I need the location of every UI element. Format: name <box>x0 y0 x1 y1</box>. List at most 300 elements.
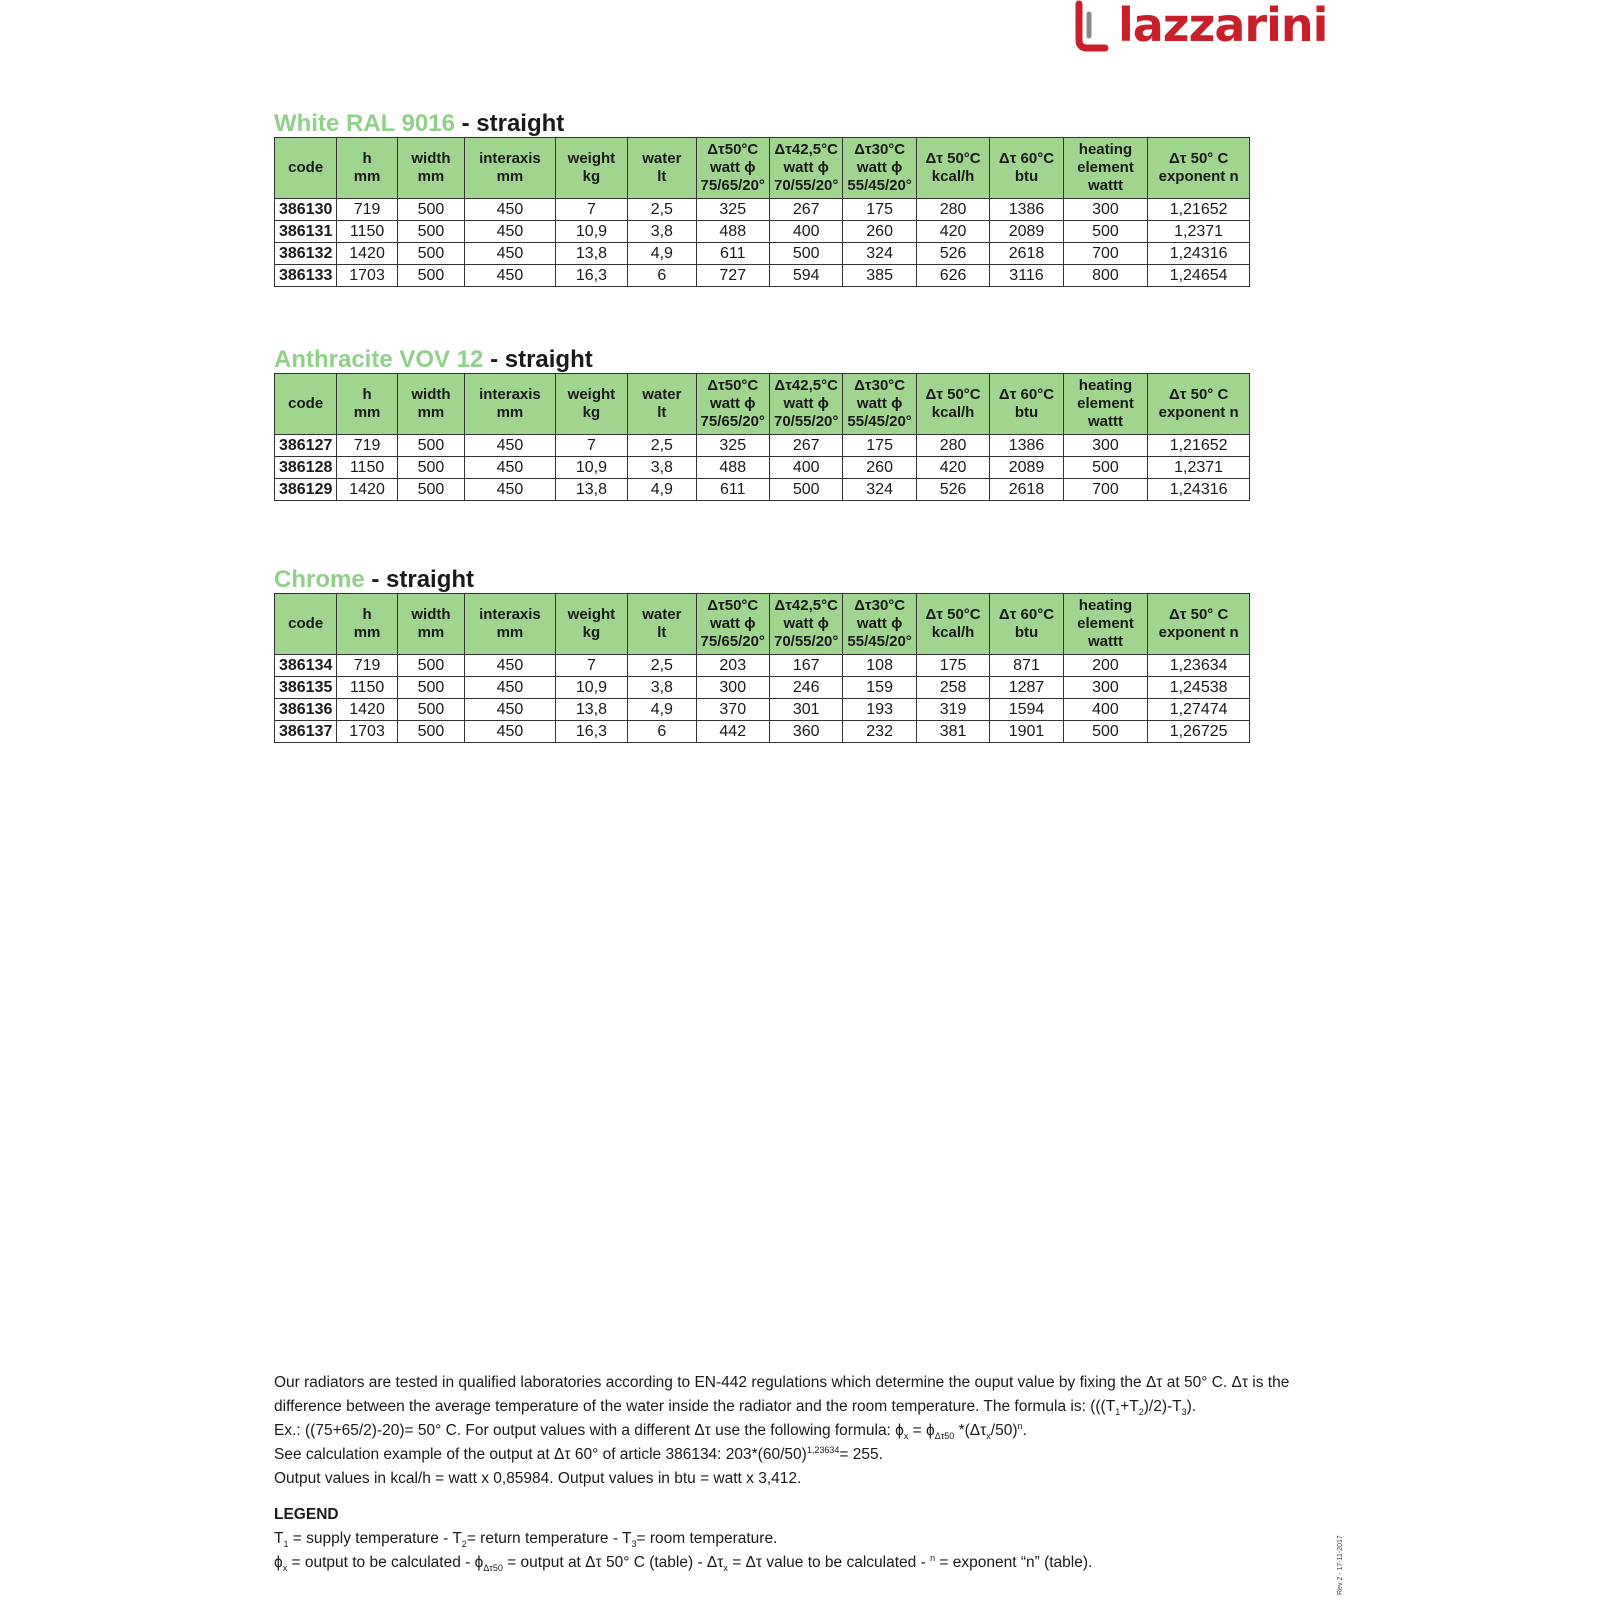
column-header-line: wattt <box>1087 633 1123 650</box>
legend-line: $\phi_x$ = output to be calculated - $\phi_{\Delta\tau 50}$ = output at Δτ 50° C (table) - $\Delta\tau_x = \Delta\tau$ value to be calculated - $^n$ = exponent “n” (table). <box>274 1552 1093 1574</box>
table-cell: 400 <box>769 457 842 479</box>
table-cell: 442 <box>696 721 769 743</box>
column-header <box>397 138 464 199</box>
table-cell: 2618 <box>990 479 1063 501</box>
table-cell: 1420 <box>337 479 397 501</box>
table-row <box>275 655 1250 677</box>
section-suffix: - straight <box>454 110 565 137</box>
table-cell: 500 <box>1063 221 1148 243</box>
column-header <box>916 594 989 655</box>
column-header <box>696 138 769 199</box>
column-header-line: exponent n <box>1158 168 1239 185</box>
table-cell: 611 <box>696 243 769 265</box>
column-header-line: 70/55/20° <box>773 633 839 650</box>
column-header-line: interaxis <box>479 606 541 623</box>
table-header-row <box>275 138 1250 199</box>
table-cell: 500 <box>1063 457 1148 479</box>
column-header-line: lt <box>657 404 667 421</box>
table-cell: 500 <box>397 457 464 479</box>
column-header <box>337 374 397 435</box>
table-cell: 200 <box>1063 655 1148 677</box>
column-header-line: heating <box>1078 597 1133 614</box>
column-header-line: kcal/h <box>931 168 975 185</box>
column-header-line: mm <box>496 404 524 421</box>
column-header-line: mm <box>353 404 381 421</box>
product-code-cell: 386131 <box>275 221 337 243</box>
table-cell: 420 <box>916 221 989 243</box>
column-header <box>397 374 464 435</box>
table-cell: 6 <box>628 721 696 743</box>
column-header-line: Δτ30°C <box>854 141 906 158</box>
column-header-line: mm <box>496 168 524 185</box>
table-cell: 500 <box>397 677 464 699</box>
table-cell: 500 <box>397 721 464 743</box>
table-cell: 727 <box>696 265 769 287</box>
table-cell: 488 <box>696 221 769 243</box>
column-header-line: watt ϕ <box>856 615 903 632</box>
column-header-line: watt ϕ <box>856 395 903 412</box>
legend-line: $T_1$ = supply temperature - $T_2=$ return temperature - $T_3=$ room temperature. <box>274 1530 778 1550</box>
table-cell: 500 <box>397 435 464 457</box>
column-header-line: kcal/h <box>931 624 975 641</box>
product-code-cell: 386136 <box>275 699 337 721</box>
table-cell: 450 <box>465 699 556 721</box>
table-cell: 626 <box>916 265 989 287</box>
section-anthracite <box>274 347 1250 501</box>
table-cell: 1420 <box>337 699 397 721</box>
table-cell: 450 <box>465 243 556 265</box>
section-white <box>274 111 1250 287</box>
table-cell: 500 <box>397 199 464 221</box>
table-header-row <box>275 594 1250 655</box>
table-cell: 1,24316 <box>1148 243 1250 265</box>
column-header-line: water <box>642 606 682 623</box>
table-cell: 175 <box>916 655 989 677</box>
table-cell: 1386 <box>990 435 1063 457</box>
table-cell: 500 <box>397 655 464 677</box>
column-header-line: watt ϕ <box>710 395 756 412</box>
table-row <box>275 221 1250 243</box>
column-header <box>337 594 397 655</box>
column-header <box>1063 138 1148 199</box>
column-header-line: watt ϕ <box>710 615 756 632</box>
column-header-line: 55/45/20° <box>847 633 912 650</box>
column-header-line: kg <box>582 404 601 421</box>
table-cell: 267 <box>769 435 842 457</box>
table-cell: 800 <box>1063 265 1148 287</box>
column-header <box>990 138 1063 199</box>
table-cell: 2618 <box>990 243 1063 265</box>
table-cell: 1703 <box>337 721 397 743</box>
table-cell: 13,8 <box>555 699 627 721</box>
table-cell: 500 <box>1063 721 1148 743</box>
table-cell: 3116 <box>990 265 1063 287</box>
table-cell: 594 <box>769 265 842 287</box>
note-line: difference between the average temperature of the water inside the radiator and the room temperature. The formula is: $(((T_1+T_2)/2)-T_3)$. <box>274 1398 1197 1418</box>
column-header <box>1063 374 1148 435</box>
column-header-line: watt ϕ <box>710 159 756 176</box>
section-title <box>274 111 1250 137</box>
column-header <box>275 374 337 435</box>
table-cell: 700 <box>1063 479 1148 501</box>
column-header-line: watt ϕ <box>783 395 829 412</box>
column-header-line: Δτ 50° C <box>1168 606 1229 623</box>
column-header <box>628 138 696 199</box>
table-cell: 7 <box>555 435 627 457</box>
table-cell: 300 <box>696 677 769 699</box>
table-cell: 16,3 <box>555 265 627 287</box>
table-row <box>275 457 1250 479</box>
column-header-line: width <box>411 150 451 167</box>
column-header-line: Δτ42,5°C <box>774 377 838 394</box>
table-cell: 232 <box>843 721 916 743</box>
table-cell: 1,26725 <box>1148 721 1250 743</box>
column-header-line: kg <box>582 624 601 641</box>
table-cell: 1,21652 <box>1148 199 1250 221</box>
table-cell: 325 <box>696 199 769 221</box>
column-header-line: btu <box>1014 168 1039 185</box>
table-cell: 280 <box>916 435 989 457</box>
table-row <box>275 479 1250 501</box>
table-cell: 4,9 <box>628 479 696 501</box>
column-header-line: watt ϕ <box>783 159 829 176</box>
column-header-line: exponent n <box>1158 624 1239 641</box>
table-cell: 526 <box>916 243 989 265</box>
table-cell: 488 <box>696 457 769 479</box>
column-header <box>843 594 916 655</box>
table-cell: 1287 <box>990 677 1063 699</box>
product-code-cell: 386128 <box>275 457 337 479</box>
table-cell: 108 <box>843 655 916 677</box>
table-cell: 2,5 <box>628 199 696 221</box>
column-header <box>1148 594 1250 655</box>
column-header-line: weight <box>567 606 616 623</box>
column-header-line: h <box>362 150 372 167</box>
table-cell: 267 <box>769 199 842 221</box>
column-header-line: width <box>411 386 451 403</box>
table-cell: 246 <box>769 677 842 699</box>
table-cell: 1150 <box>337 221 397 243</box>
column-header-line: wattt <box>1087 413 1123 430</box>
table-row <box>275 265 1250 287</box>
column-header-line: Δτ30°C <box>854 377 906 394</box>
table-cell: 10,9 <box>555 677 627 699</box>
column-header <box>990 594 1063 655</box>
column-header <box>555 138 627 199</box>
table-cell: 1,24538 <box>1148 677 1250 699</box>
column-header-line: mm <box>353 624 381 641</box>
column-header <box>465 594 556 655</box>
table-cell: 167 <box>769 655 842 677</box>
column-header-line: Δτ 50° C <box>1168 150 1229 167</box>
brand-logo <box>1075 0 1355 56</box>
column-header-line: 75/65/20° <box>700 177 765 194</box>
column-header-line: width <box>411 606 451 623</box>
table-cell: 203 <box>696 655 769 677</box>
table-cell: 1,27474 <box>1148 699 1250 721</box>
table-cell: 300 <box>1063 677 1148 699</box>
table-cell: 2089 <box>990 457 1063 479</box>
column-header-line: h <box>362 606 372 623</box>
table-cell: 360 <box>769 721 842 743</box>
table-cell: 258 <box>916 677 989 699</box>
column-header <box>275 138 337 199</box>
section-color-name: White RAL 9016 <box>274 110 455 137</box>
table-cell: 385 <box>843 265 916 287</box>
table-cell: 450 <box>465 265 556 287</box>
table-cell: 450 <box>465 457 556 479</box>
table-cell: 719 <box>337 435 397 457</box>
table-cell: 6 <box>628 265 696 287</box>
column-header <box>465 374 556 435</box>
column-header <box>465 138 556 199</box>
table-cell: 500 <box>397 243 464 265</box>
table-cell: 4,9 <box>628 699 696 721</box>
column-header-line: exponent n <box>1158 404 1239 421</box>
product-code-cell: 386129 <box>275 479 337 501</box>
column-header <box>1148 138 1250 199</box>
column-header-line: h <box>362 386 372 403</box>
table-cell: 1386 <box>990 199 1063 221</box>
table-row <box>275 721 1250 743</box>
column-header-line: mm <box>496 624 524 641</box>
column-header-line: Δτ42,5°C <box>774 141 838 158</box>
column-header <box>337 138 397 199</box>
notes-block <box>274 1371 1334 1575</box>
table-cell: 7 <box>555 199 627 221</box>
column-header-line: Δτ50°C <box>707 597 759 614</box>
column-header-line: Δτ 50° C <box>1168 386 1229 403</box>
column-header <box>769 594 842 655</box>
table-cell: 450 <box>465 479 556 501</box>
table-cell: 324 <box>843 243 916 265</box>
note-line: Output values in kcal/h = watt x 0,85984. Output values in btu = watt x 3,412. <box>274 1470 802 1487</box>
table-cell: 16,3 <box>555 721 627 743</box>
product-code-cell: 386137 <box>275 721 337 743</box>
table-cell: 2089 <box>990 221 1063 243</box>
product-code-cell: 386134 <box>275 655 337 677</box>
note-line: Our radiators are tested in qualified laboratories according to EN-442 regulations which determine the ouput value by fixing the Δτ at 50° C. Δτ is the <box>274 1374 1290 1391</box>
column-header <box>769 374 842 435</box>
column-header-line: btu <box>1014 404 1039 421</box>
column-header <box>628 374 696 435</box>
table-cell: 1,24316 <box>1148 479 1250 501</box>
column-header <box>769 138 842 199</box>
column-header-line: Δτ50°C <box>707 377 759 394</box>
table-cell: 3,8 <box>628 677 696 699</box>
table-cell: 2,5 <box>628 655 696 677</box>
table-cell: 260 <box>843 457 916 479</box>
column-header-line: Δτ50°C <box>707 141 759 158</box>
table-cell: 3,8 <box>628 457 696 479</box>
table-cell: 526 <box>916 479 989 501</box>
column-header <box>1063 594 1148 655</box>
column-header-line: Δτ30°C <box>854 597 906 614</box>
column-header-line: btu <box>1014 624 1039 641</box>
table-cell: 1703 <box>337 265 397 287</box>
table-row <box>275 243 1250 265</box>
section-suffix: - straight <box>483 346 593 373</box>
table-cell: 1,2371 <box>1148 221 1250 243</box>
section-color-name: Anthracite VOV 12 <box>274 346 484 373</box>
column-header-line: 70/55/20° <box>773 177 839 194</box>
table-cell: 13,8 <box>555 479 627 501</box>
column-header-line: element <box>1077 159 1134 176</box>
column-header <box>843 374 916 435</box>
table-cell: 300 <box>1063 199 1148 221</box>
legend-title: LEGEND <box>274 1506 339 1523</box>
column-header-line: heating <box>1078 141 1133 158</box>
column-header-line: 75/65/20° <box>700 413 765 430</box>
table-cell: 400 <box>769 221 842 243</box>
section-title <box>274 347 1250 373</box>
table-cell: 381 <box>916 721 989 743</box>
table-cell: 13,8 <box>555 243 627 265</box>
column-header-line: kcal/h <box>931 404 975 421</box>
column-header <box>916 374 989 435</box>
column-header-line: water <box>642 386 682 403</box>
column-header-line: Δτ 60°C <box>998 606 1055 623</box>
table-row <box>275 199 1250 221</box>
column-header-line: watt ϕ <box>783 615 829 632</box>
table-cell: 1,21652 <box>1148 435 1250 457</box>
column-header-line: element <box>1077 395 1134 412</box>
column-header-line: wattt <box>1087 177 1123 194</box>
column-header <box>555 374 627 435</box>
column-header-line: interaxis <box>479 386 541 403</box>
note-line: Ex.: ((75+65/2)-20)= 50° C. For output values with a different Δτ use the following formula: $\phi_x = \phi_{\Delta\tau 50}$ $*(\Delta\tau_x/50)^n$. <box>274 1420 1027 1442</box>
table-cell: 450 <box>465 655 556 677</box>
table-cell: 2,5 <box>628 435 696 457</box>
column-header-line: 75/65/20° <box>700 633 765 650</box>
brand-mark-icon <box>1075 0 1109 52</box>
column-header <box>555 594 627 655</box>
column-header-line: Δτ 60°C <box>998 150 1055 167</box>
table-cell: 175 <box>843 435 916 457</box>
column-header <box>1148 374 1250 435</box>
table-cell: 1594 <box>990 699 1063 721</box>
table-cell: 500 <box>769 243 842 265</box>
product-code-cell: 386130 <box>275 199 337 221</box>
column-header-line: watt ϕ <box>856 159 903 176</box>
column-header-line: 55/45/20° <box>847 413 912 430</box>
column-header-line: code <box>288 615 324 632</box>
column-header <box>696 374 769 435</box>
table-row <box>275 435 1250 457</box>
table-cell: 300 <box>1063 435 1148 457</box>
column-header-line: Δτ 50°C <box>925 386 981 403</box>
table-cell: 280 <box>916 199 989 221</box>
revision-label: Rev 2 - 17-11-2017 <box>1337 1535 1344 1595</box>
spec-table <box>274 593 1250 743</box>
table-cell: 450 <box>465 677 556 699</box>
table-cell: 4,9 <box>628 243 696 265</box>
table-cell: 10,9 <box>555 221 627 243</box>
product-code-cell: 386132 <box>275 243 337 265</box>
table-cell: 1,2371 <box>1148 457 1250 479</box>
product-code-cell: 386135 <box>275 677 337 699</box>
table-cell: 175 <box>843 199 916 221</box>
column-header <box>628 594 696 655</box>
table-cell: 10,9 <box>555 457 627 479</box>
table-cell: 500 <box>397 699 464 721</box>
table-cell: 1,23634 <box>1148 655 1250 677</box>
table-cell: 1,24654 <box>1148 265 1250 287</box>
section-color-name: Chrome <box>274 566 365 593</box>
column-header-line: kg <box>582 168 601 185</box>
table-cell: 500 <box>397 479 464 501</box>
table-cell: 319 <box>916 699 989 721</box>
column-header <box>696 594 769 655</box>
table-cell: 1420 <box>337 243 397 265</box>
table-row <box>275 699 1250 721</box>
section-chrome <box>274 567 1250 743</box>
column-header-line: Δτ 50°C <box>925 606 981 623</box>
column-header-line: element <box>1077 615 1134 632</box>
table-cell: 719 <box>337 199 397 221</box>
column-header-line: lt <box>657 624 667 641</box>
column-header-line: Δτ42,5°C <box>774 597 838 614</box>
column-header-line: 70/55/20° <box>773 413 839 430</box>
section-suffix: - straight <box>364 566 475 593</box>
column-header <box>397 594 464 655</box>
table-cell: 611 <box>696 479 769 501</box>
table-cell: 325 <box>696 435 769 457</box>
table-cell: 450 <box>465 221 556 243</box>
table-header-row <box>275 374 1250 435</box>
column-header-line: heating <box>1078 377 1133 394</box>
column-header-line: code <box>288 395 324 412</box>
table-cell: 500 <box>397 265 464 287</box>
table-cell: 324 <box>843 479 916 501</box>
table-cell: 260 <box>843 221 916 243</box>
column-header-line: weight <box>567 386 616 403</box>
column-header-line: lt <box>657 168 667 185</box>
column-header-line: mm <box>417 404 445 421</box>
table-cell: 7 <box>555 655 627 677</box>
table-cell: 450 <box>465 721 556 743</box>
spec-table <box>274 137 1250 287</box>
table-cell: 370 <box>696 699 769 721</box>
column-header-line: mm <box>353 168 381 185</box>
table-cell: 871 <box>990 655 1063 677</box>
column-header-line: weight <box>567 150 616 167</box>
table-cell: 700 <box>1063 243 1148 265</box>
column-header-line: 55/45/20° <box>847 177 912 194</box>
table-row <box>275 677 1250 699</box>
section-title <box>274 567 1250 593</box>
column-header-line: code <box>288 159 324 176</box>
table-cell: 3,8 <box>628 221 696 243</box>
column-header <box>916 138 989 199</box>
spec-table <box>274 373 1250 501</box>
table-cell: 301 <box>769 699 842 721</box>
table-cell: 193 <box>843 699 916 721</box>
column-header-line: Δτ 50°C <box>925 150 981 167</box>
table-cell: 400 <box>1063 699 1148 721</box>
table-cell: 719 <box>337 655 397 677</box>
table-cell: 450 <box>465 199 556 221</box>
column-header <box>275 594 337 655</box>
column-header <box>843 138 916 199</box>
column-header-line: mm <box>417 168 445 185</box>
note-line: See calculation example of the output at Δτ 60° of article 386134: $203*(60/50)^{1,23634}= 255$. <box>274 1444 883 1463</box>
column-header <box>990 374 1063 435</box>
column-header-line: water <box>642 150 682 167</box>
table-cell: 500 <box>769 479 842 501</box>
product-code-cell: 386133 <box>275 265 337 287</box>
brand-wordmark: lazzarini <box>1118 0 1328 52</box>
